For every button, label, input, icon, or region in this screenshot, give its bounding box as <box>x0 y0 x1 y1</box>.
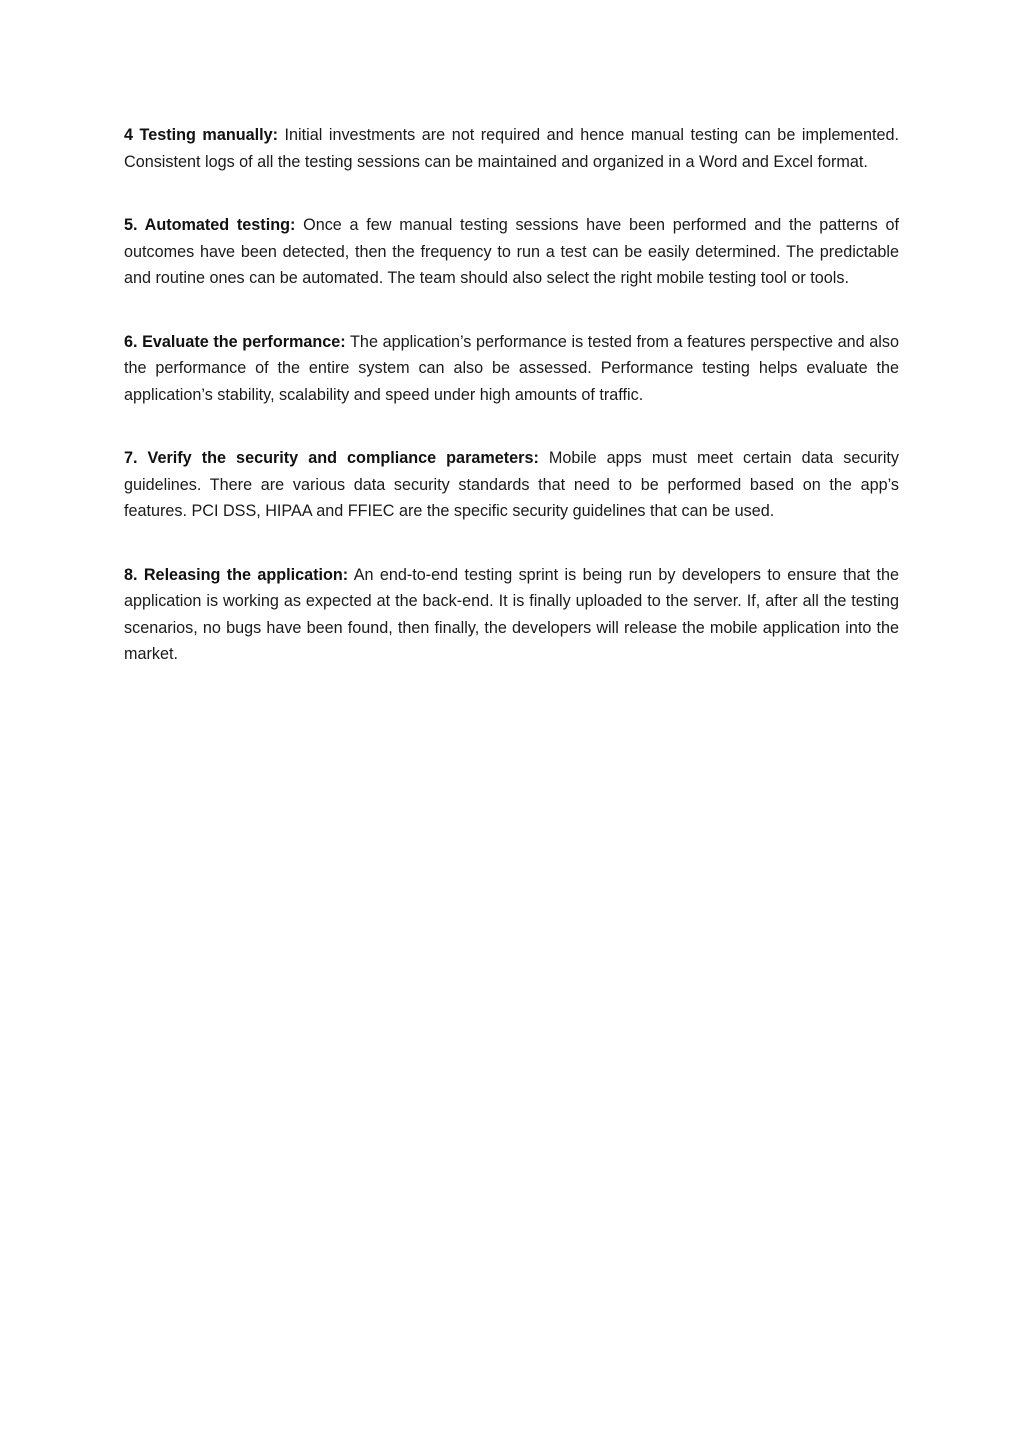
section-text: Initial investments are not required and hence manual testing can be implemented. Consistent logs of all the testing sessions can be maintained and organized in a Word and Excel format. <box>124 126 900 171</box>
section-text: An end-to-end testing sprint is being run by developers to ensure that the application is working as expected at the back-end. It is finally uploaded to the server. If, after all the testing scenarios, no bugs have been found, then finally, the developers will release the mobile application into the market. <box>124 565 899 663</box>
section-testing-manually <box>124 122 899 175</box>
section-term: 4 Testing manually: <box>124 126 278 144</box>
document-body <box>124 122 899 705</box>
section-term: 8. Releasing the application: <box>124 565 349 584</box>
section-text: Mobile apps must meet certain data security guidelines. There are various data security standards that need to be performed based on the app’s features. PCI DSS, HIPAA and FFIEC are the specific security guidelines that can be used. <box>124 449 900 520</box>
section-evaluate-performance <box>124 329 899 409</box>
section-term: 6. Evaluate the performance: <box>124 332 346 351</box>
section-term: 7. Verify the security and compliance parameters: <box>124 449 539 467</box>
section-term: 5. Automated testing: <box>124 216 296 234</box>
section-verify-security <box>124 445 899 525</box>
section-text: The application’s performance is tested from a features perspective and also the performance of the entire system can also be assessed. Performance testing helps evaluate the application’s stability, scalability and speed under high amounts of traffic. <box>124 332 900 404</box>
section-text: Once a few manual testing sessions have been performed and the patterns of outcomes have been detected, then the frequency to run a test can be easily determined. The predictable and routine ones can be automated. The team should also select the right mobile testing tool or tools. <box>124 216 899 287</box>
section-automated-testing <box>124 212 899 292</box>
section-releasing-application <box>124 562 899 668</box>
